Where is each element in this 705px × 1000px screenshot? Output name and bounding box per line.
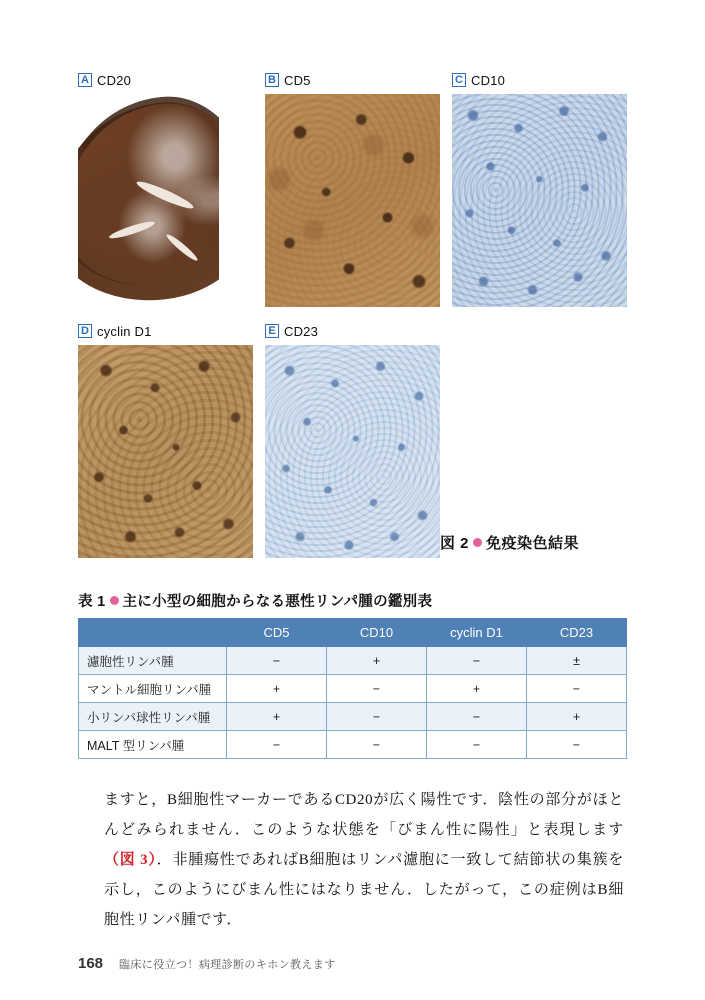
table-row xyxy=(79,731,627,759)
figure-2-number: 図 2 xyxy=(440,535,470,552)
table-1-title xyxy=(78,590,626,611)
table-col-header-cd23: CD23 xyxy=(527,619,627,647)
table-corner-cell xyxy=(79,619,227,647)
table-cell: + xyxy=(327,647,427,675)
panel-a-caption xyxy=(78,70,253,90)
table-1-block xyxy=(78,590,626,759)
micrograph-cd5 xyxy=(265,94,440,307)
page-footer xyxy=(78,955,336,972)
table-col-header-cyclin-d1: cyclin D1 xyxy=(427,619,527,647)
panel-letter-a: A xyxy=(78,73,92,87)
table-cell: − xyxy=(227,647,327,675)
figure-panel-a xyxy=(78,70,253,307)
panel-letter-b: B xyxy=(265,73,279,87)
micrograph-cd20 xyxy=(78,94,253,307)
body-text-part-1: ますと，B細胞性マーカーであるCD20が広く陽性です．陰性の部分がほとんどみられません．このような状態を「びまん性に陽性」と表現します xyxy=(104,792,624,838)
panel-d-caption xyxy=(78,321,253,341)
figure-row-bottom xyxy=(78,321,626,558)
panel-label-b: CD5 xyxy=(284,72,311,88)
bullet-dot-icon xyxy=(110,596,119,605)
figure-panel-d xyxy=(78,321,253,558)
table-cell: + xyxy=(227,675,327,703)
table-row-label: MALT 型リンパ腫 xyxy=(79,731,227,759)
table-cell: + xyxy=(227,703,327,731)
micrograph-cyclin-d1 xyxy=(78,345,253,558)
table-col-header-cd5: CD5 xyxy=(227,619,327,647)
panel-label-c: CD10 xyxy=(471,72,506,88)
table-cell: ± xyxy=(527,647,627,675)
figure-reference-link[interactable]: （図 3） xyxy=(104,852,157,868)
figure-panel-b xyxy=(265,70,440,307)
figure-2-title: 免疫染色結果 xyxy=(486,535,580,552)
table-cell: + xyxy=(527,703,627,731)
panel-letter-c: C xyxy=(452,73,466,87)
table-cell: − xyxy=(327,731,427,759)
table-cell: − xyxy=(527,675,627,703)
panel-letter-e: E xyxy=(265,324,279,338)
table-cell: − xyxy=(427,703,527,731)
table-col-header-cd10: CD10 xyxy=(327,619,427,647)
table-cell: − xyxy=(527,731,627,759)
figure-2-caption xyxy=(440,532,579,553)
figure-panel-group xyxy=(78,70,626,558)
panel-e-caption xyxy=(265,321,440,341)
panel-letter-d: D xyxy=(78,324,92,338)
micrograph-cd10 xyxy=(452,94,627,307)
figure-panel-e xyxy=(265,321,440,558)
panel-label-a: CD20 xyxy=(97,72,132,88)
panel-label-d: cyclin D1 xyxy=(97,323,152,339)
table-row xyxy=(79,647,627,675)
table-row-label: 小リンパ球性リンパ腫 xyxy=(79,703,227,731)
table-cell: − xyxy=(327,675,427,703)
panel-label-e: CD23 xyxy=(284,323,319,339)
table-row-label: 濾胞性リンパ腫 xyxy=(79,647,227,675)
panel-c-caption xyxy=(452,70,627,90)
table-cell: + xyxy=(427,675,527,703)
table-row xyxy=(79,703,627,731)
table-cell: − xyxy=(227,731,327,759)
table-cell: − xyxy=(427,647,527,675)
slide-background xyxy=(219,94,253,307)
panel-b-caption xyxy=(265,70,440,90)
table-row xyxy=(79,675,627,703)
table-1-number: 表 1 xyxy=(78,594,106,610)
bullet-dot-icon xyxy=(473,538,482,547)
figure-row-top xyxy=(78,70,626,307)
differential-diagnosis-table xyxy=(78,618,627,759)
body-text-part-2: ．非腫瘍性であればB細胞はリンパ濾胞に一致して結節状の集簇を示し，このようにびまん性にはなりません．したがって，この症例はB細胞性リンパ腫です． xyxy=(104,852,624,928)
table-row-label: マントル細胞リンパ腫 xyxy=(79,675,227,703)
running-title: 臨床に役立つ！病理診断のキホン教えます xyxy=(119,959,336,971)
table-cell: − xyxy=(327,703,427,731)
figure-panel-c xyxy=(452,70,627,307)
page-number: 168 xyxy=(78,955,104,972)
table-1-title-text: 主に小型の細胞からなる悪性リンパ腫の鑑別表 xyxy=(122,594,433,610)
micrograph-cd23 xyxy=(265,345,440,558)
body-paragraph xyxy=(104,785,624,935)
table-header-row xyxy=(79,619,627,647)
table-cell: − xyxy=(427,731,527,759)
